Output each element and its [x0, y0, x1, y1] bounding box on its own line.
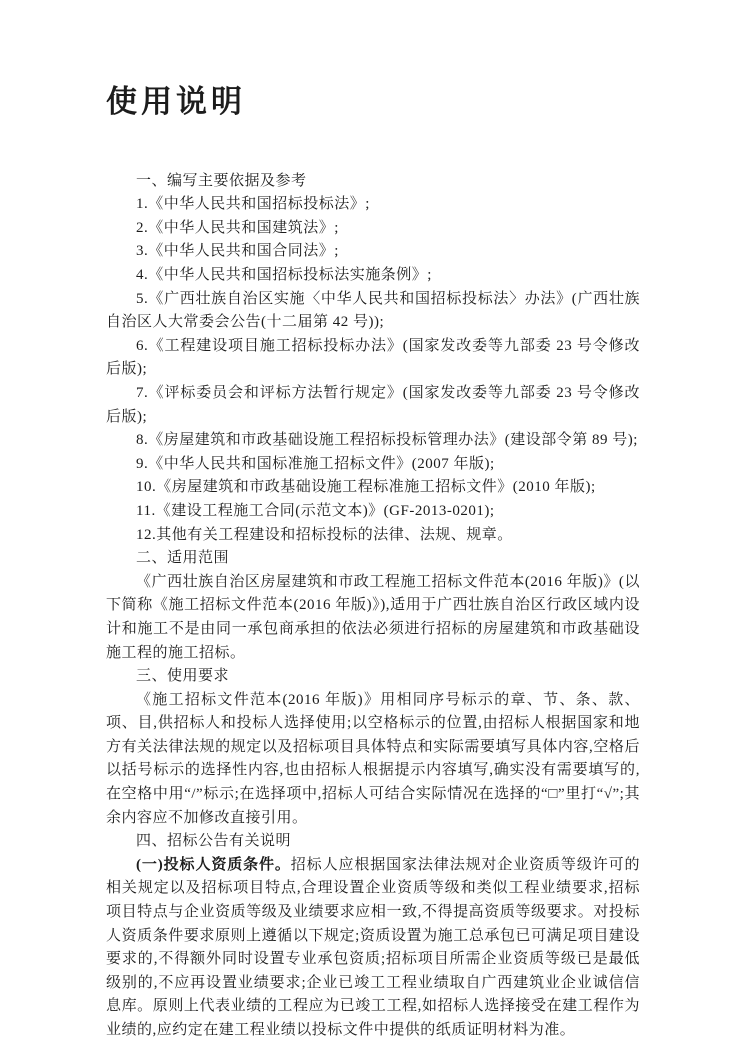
- reference-item-1: 1.《中华人民共和国招标投标法》;: [136, 196, 370, 213]
- section-references: [106, 170, 640, 548]
- section-announcement-notes: [106, 830, 640, 1042]
- reference-item-10: 10.《房屋建筑和市政基础设施工程标准施工招标文件》(2010 年版);: [136, 479, 596, 496]
- section-heading-announcement: 四、招标公告有关说明: [136, 833, 292, 850]
- reference-item-7: 7.《评标委员会和评标方法暂行规定》(国家发改委等九部委 23 号令修改后版);: [106, 384, 640, 425]
- usage-paragraph: 《施工招标文件范本(2016 年版)》用相同序号标示的章、节、条、款、项、目,供招标人和投标人选择使用;以空格标示的位置,由招标人根据国家和地方有关法律法规的规定以及招标项目具体特点和实际需要填写具体内容,空格后以括号标示的选择性内容,也由招标人根据提示内容填写,确实没有需要填写的,在空格中用“/”标示;在选择项中,招标人可结合实际情况在选择的“□”里打“√”;其余内容应不加修改直接引用。: [106, 691, 640, 826]
- qualification-paragraph-lead: (一)投标人资质条件。: [136, 856, 291, 873]
- reference-item-8: 8.《房屋建筑和市政基础设施工程招标投标管理办法》(建设部令第 89 号);: [136, 432, 638, 449]
- qualification-paragraph-body: 招标人应根据国家法律法规对企业资质等级许可的相关规定以及招标项目特点,合理设置企业资质等级和类似工程业绩要求,招标项目特点与企业资质等级及业绩要求应相一致,不得提高资质等级要求。对投标人资质条件要求原则上遵循以下规定;资质设置为施工总承包已可满足项目建设要求的,不得额外同时设置专业承包资质;招标项目所需企业资质等级已是最低级别的,不应再设置业绩要求;企业已竣工工程业绩取自广西建筑业企业诚信信息库。原则上代表业绩的工程应为已竣工工程,如招标人选择接受在建工程作为业绩的,应约定在建工程业绩以投标文件中提供的纸质证明材料为准。: [106, 856, 640, 1039]
- qualification-paragraph: [106, 854, 640, 1043]
- reference-item-5: 5.《广西壮族自治区实施〈中华人民共和国招标投标法〉办法》(广西壮族自治区人大常委会公告(十二届第 42 号));: [106, 290, 640, 331]
- section-heading-scope: 二、适用范围: [136, 550, 230, 567]
- section-heading-usage: 三、使用要求: [136, 668, 230, 685]
- section-scope: [106, 547, 640, 665]
- scope-paragraph: 《广西壮族自治区房屋建筑和市政工程施工招标文件范本(2016 年版)》(以下简称《施工招标文件范本(2016 年版)》),适用于广西壮族自治区行政区域内设计和施工不是由同一承包商承担的依法必须进行招标的房屋建筑和市政基础设施工程的施工招标。: [106, 573, 640, 661]
- reference-item-12: 12.其他有关工程建设和招标投标的法律、法规、规章。: [136, 526, 513, 543]
- section-usage-requirements: [106, 665, 640, 830]
- reference-item-11: 11.《建设工程施工合同(示范文本)》(GF-2013-0201);: [136, 502, 495, 519]
- reference-item-6: 6.《工程建设项目施工招标投标办法》(国家发改委等九部委 23 号令修改后版);: [106, 337, 640, 378]
- reference-item-4: 4.《中华人民共和国招标投标法实施条例》;: [136, 267, 432, 284]
- page-title: 使用说明: [106, 84, 246, 119]
- reference-item-3: 3.《中华人民共和国合同法》;: [136, 243, 339, 260]
- reference-item-2: 2.《中华人民共和国建筑法》;: [136, 219, 339, 236]
- section-heading-references: 一、编写主要依据及参考: [136, 172, 307, 189]
- reference-item-9: 9.《中华人民共和国标准施工招标文件》(2007 年版);: [136, 455, 495, 472]
